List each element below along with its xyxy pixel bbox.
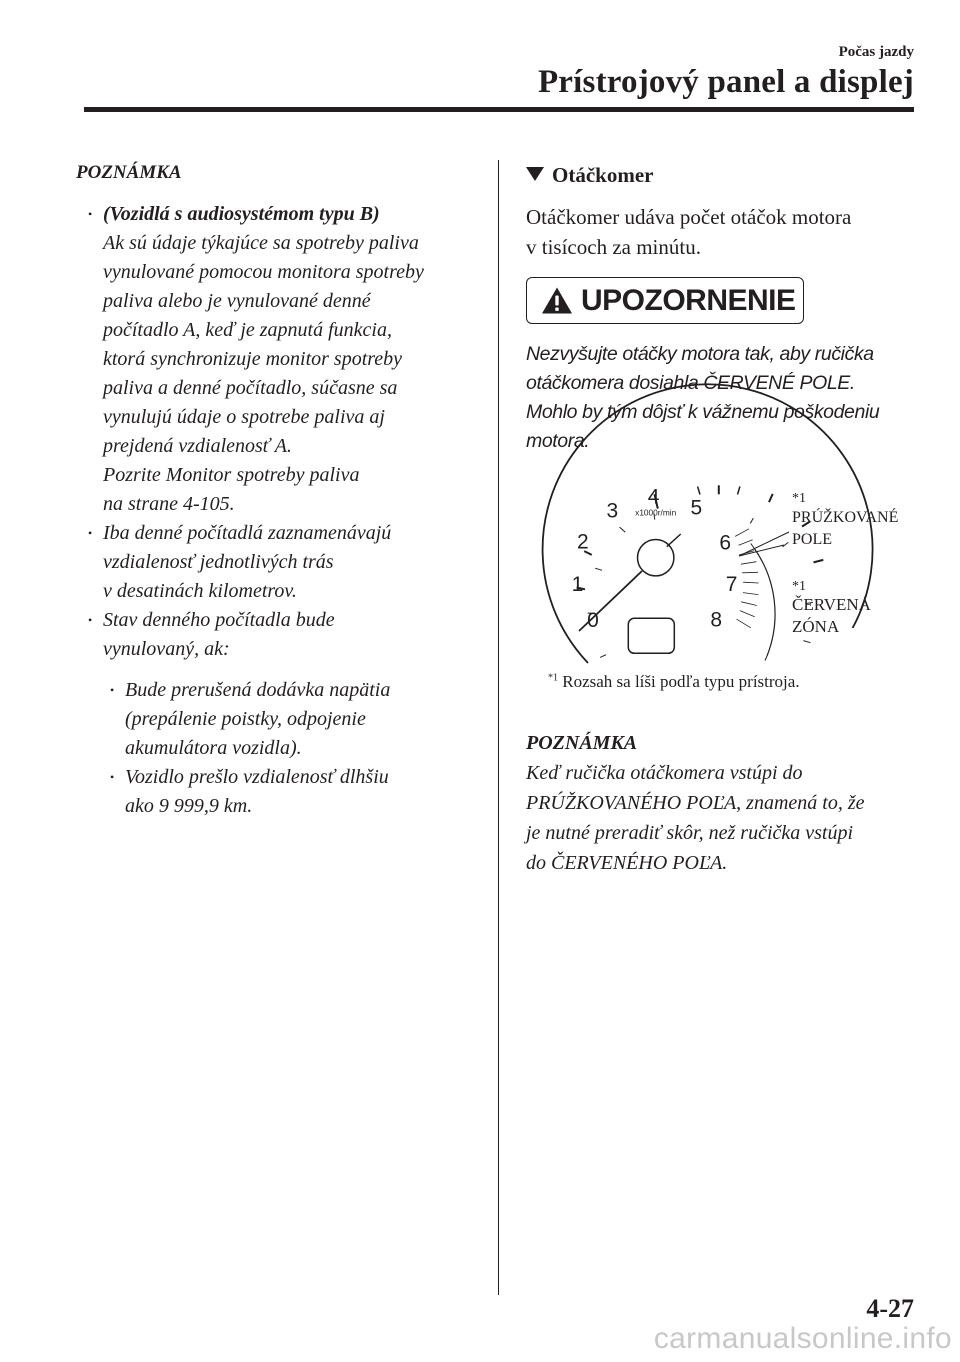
note-line: v desatinách kilometrov. <box>103 580 297 602</box>
note-line: vzdialenosť jednotlivých trás <box>103 551 334 573</box>
gauge-number-2: 2 <box>576 530 589 554</box>
watermark: carmanualsonline.info <box>653 1322 952 1355</box>
callout-striped-line1: PRÚŽKOVANÉ <box>792 509 899 526</box>
gauge-number-8: 8 <box>710 608 723 632</box>
note-line: • Stav denného počítadla bude <box>103 609 335 631</box>
note-heading: POZNÁMKA <box>76 162 182 183</box>
note-line: Keď ručička otáčkomera vstúpi do <box>526 762 803 784</box>
note-line: akumulátora vozidla). <box>125 737 302 759</box>
callout-lines <box>739 532 789 661</box>
note-subitem-1 <box>76 676 481 763</box>
left-column <box>76 158 481 821</box>
section-body <box>526 202 916 262</box>
body-line: v tisícoch za minútu. <box>526 235 701 259</box>
body-line: Otáčkomer udáva počet otáčok motora <box>526 205 852 229</box>
note-line: • Bude prerušená dodávka napätia <box>125 679 391 701</box>
red-zone-stripes <box>735 529 758 628</box>
gauge-number-3: 3 <box>606 499 619 523</box>
note-line: ako 9 999,9 km. <box>125 795 253 817</box>
section-heading <box>526 160 916 190</box>
note-line: paliva a denné počítadlo, súčasne sa <box>103 377 398 399</box>
gauge-number-4: 4 <box>647 485 660 509</box>
note-item-3 <box>76 606 481 664</box>
gauge-number-0: 0 <box>587 608 599 632</box>
note-line: ktorá synchronizuje monitor spotreby <box>103 348 403 370</box>
note-line: do ČERVENÉHO POĽA. <box>526 852 728 874</box>
note-line: je nutné preradiť skôr, než ručička vstúpi <box>526 822 854 844</box>
right-note <box>526 728 926 878</box>
callout-red-line2: ZÓNA <box>792 617 840 636</box>
note-subitem-2 <box>76 763 481 821</box>
callout-mark-red: *1 <box>792 579 806 594</box>
tachometer-illustration <box>540 482 899 692</box>
gauge-display <box>628 618 674 653</box>
section-heading-text: Otáčkomer <box>552 163 654 187</box>
caution-line: otáčkomera dosiahla ČERVENÉ POLE. <box>526 372 855 394</box>
callout-mark-striped: *1 <box>792 491 806 506</box>
note-sublist <box>76 676 481 821</box>
callout-striped-line2: POLE <box>792 531 832 548</box>
note-line: Ak sú údaje týkajúce sa spotreby paliva <box>103 232 419 254</box>
caution-line: Mohlo by tým dôjsť k vážnemu poškodeniu <box>526 401 880 423</box>
gauge-number-1: 1 <box>571 573 584 596</box>
note-line: • (Vozidlá s audiosystémom typu B) <box>103 203 380 225</box>
note-item-1 <box>76 200 481 519</box>
note-line: PRÚŽKOVANÉHO POĽA, znamená to, že <box>526 792 865 814</box>
gauge-unit: x1000r/min <box>635 507 677 518</box>
caption-mark: *1 <box>548 672 558 684</box>
page-title: Prístrojový panel a displej <box>537 64 914 100</box>
note-line: vynulované pomocou monitora spotreby <box>103 261 424 283</box>
right-column <box>526 160 916 456</box>
header-rule <box>84 107 914 112</box>
caution-line: Nezvyšujte otáčky motora tak, aby ručička <box>526 343 874 365</box>
caption-text: Rozsah sa líši podľa typu prístroja. <box>562 672 800 691</box>
callout-red-line1: ČERVENÁ <box>792 595 871 614</box>
caution-box <box>526 277 804 324</box>
column-divider <box>498 160 499 1295</box>
note-line: vynulujú údaje o spotrebe paliva aj <box>103 406 385 428</box>
note-item-2 <box>76 519 481 606</box>
note-line: Pozrite Monitor spotreby paliva <box>103 464 360 486</box>
note-line: paliva alebo je vynulované denné <box>103 290 371 312</box>
note-line: • Vozidlo prešlo vzdialenosť dlhšiu <box>125 766 389 788</box>
note-line: vynulovaný, ak: <box>103 638 230 660</box>
warning-icon <box>541 286 573 315</box>
note-line: (prepálenie poistky, odpojenie <box>125 708 366 730</box>
note-line: • Iba denné počítadlá zaznamenávajú <box>103 522 392 544</box>
caution-line: motora. <box>526 430 590 452</box>
gauge-caption <box>548 672 800 692</box>
gauge-number-6: 6 <box>719 531 732 555</box>
gauge-number-5: 5 <box>690 496 703 520</box>
page-number: 4-27 <box>866 1294 914 1323</box>
callout-text <box>792 491 898 636</box>
gauge-number-7: 7 <box>725 573 738 597</box>
triangle-down-icon <box>526 167 544 181</box>
note-heading: POZNÁMKA <box>526 732 638 754</box>
note-line: na strane 4-105. <box>103 493 235 515</box>
note-line: počítadlo A, keď je zapnutá funkcia, <box>103 319 392 341</box>
header-section: Počas jazdy <box>838 44 914 60</box>
note-line: prejdená vzdialenosť A. <box>103 435 292 457</box>
caution-label: UPOZORNENIE <box>581 283 796 317</box>
